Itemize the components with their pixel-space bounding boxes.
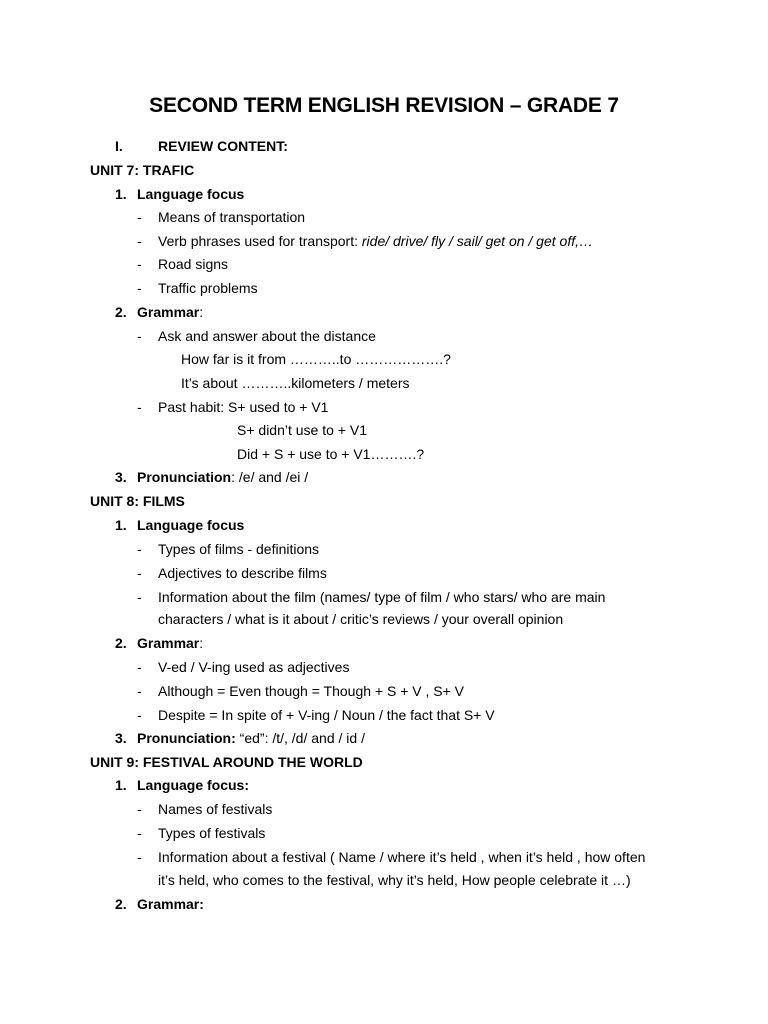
unit7-heading: UNIT 7: TRAFIC bbox=[90, 162, 195, 178]
structure-line: How far is it from ………..to ……………….? bbox=[181, 351, 451, 367]
unit9-language-focus: 1. Language focus: bbox=[115, 777, 250, 793]
unit8-heading: UNIT 8: FILMS bbox=[90, 493, 185, 509]
unit7-language-focus: 1. Language focus bbox=[115, 186, 245, 202]
structure-line: It’s about ………..kilometers / meters bbox=[181, 375, 410, 391]
structure-line: S+ didn’t use to + V1 bbox=[237, 422, 367, 438]
unit7-pronunciation: 3. Pronunciation: /e/ and /ei / bbox=[115, 469, 309, 485]
structure-line: Did + S + use to + V1……….? bbox=[237, 446, 425, 462]
document-page: SECOND TERM ENGLISH REVISION – GRADE 7 I. REVIEW CONTENT: UNIT 7: TRAFIC 1. Language focus - Means of transportation - Verb phrases used for transport: ride/ drive/ fly / sail/ get on / get off,… - Road signs - Traffic problems 2. Grammar: - Ask and answer about the distance How far is it from ………..to ……………….? It’s about ………..kilometers / meters - Past habit: S+ used to + V1 S+ didn’t use to + V1 Did + S + use to + V1……….? 3. Pronunciation: /e/ and /ei / UNIT 8: FILMS 1. Language focus - Types of films - definitions - Adjectives to describe films - Information about the film (names/ type of film / who stars/ who are main characters / what is it about / critic’s reviews / your overall opinion 2. Grammar: - V-ed / V-ing used as adjectives - Although = Even though = Though + S + V , S+ V - Despite = In spite of + V-ing / Noun / the fact that S+ V 3. Pronunciation: “ed”: /t/, /d/ and / id / UNIT 9: FESTIVAL AROUND THE WORLD 1. Language focus: - Names of festivals - Types of festivals - Information about a festival ( Name / where it’s held , when it’s held , how often it’s held, who comes to the festival, why it’s held, How people celebrate it …) 2. Grammar: bbox=[0, 0, 768, 1024]
section-roman: I. bbox=[115, 138, 123, 154]
unit7-grammar: 2. Grammar: bbox=[115, 304, 204, 320]
page-title: SECOND TERM ENGLISH REVISION – GRADE 7 bbox=[149, 94, 619, 117]
section-heading: REVIEW CONTENT: bbox=[158, 138, 288, 154]
unit9-grammar: 2. Grammar: bbox=[115, 896, 204, 912]
list-item-continuation: characters / what is it about / critic’s reviews / your overall opinion bbox=[158, 611, 564, 627]
list-item-continuation: it’s held, who comes to the festival, why it’s held, How people celebrate it …) bbox=[158, 872, 631, 888]
unit8-language-focus: 1. Language focus bbox=[115, 517, 245, 533]
unit8-grammar: 2. Grammar: bbox=[115, 635, 204, 651]
unit9-heading: UNIT 9: FESTIVAL AROUND THE WORLD bbox=[90, 754, 363, 770]
unit8-pronunciation: 3. Pronunciation: “ed”: /t/, /d/ and / id / bbox=[115, 730, 365, 746]
